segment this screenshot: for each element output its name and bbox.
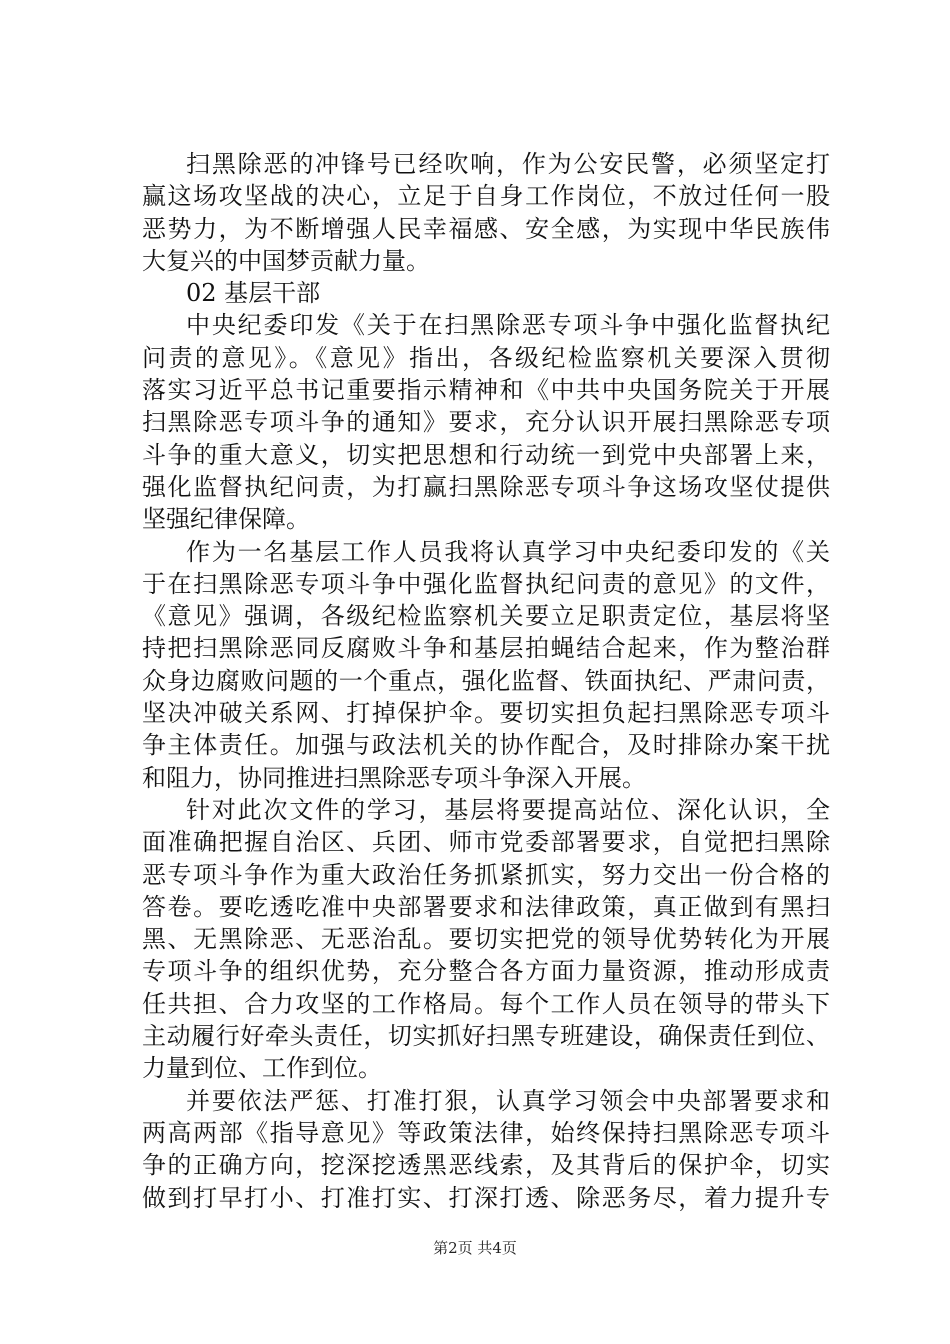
text-line: 黑、无黑除恶、无恶治乱。要切实把党的领导优势转化为开展 bbox=[142, 925, 830, 954]
text-line: 扫黑除恶专项斗争的通知》要求，充分认识开展扫黑除恶专项 bbox=[142, 408, 830, 437]
text-line: 针对此次文件的学习，基层将要提高站位、深化认识，全 bbox=[186, 795, 830, 824]
paragraph bbox=[142, 148, 830, 277]
paragraph bbox=[142, 277, 830, 309]
text-line: 众身边腐败问题的一个重点，强化监督、铁面执纪、严肃问责， bbox=[142, 666, 830, 695]
text-line: 力量到位、工作到位。 bbox=[142, 1054, 382, 1083]
text-line: 任共担、合力攻坚的工作格局。每个工作人员在领导的带头下 bbox=[142, 989, 830, 1018]
text-line: 中央纪委印发《关于在扫黑除恶专项斗争中强化监督执纪 bbox=[186, 311, 830, 340]
text-line: 坚决冲破关系网、打掉保护伞。要切实担负起扫黑除恶专项斗 bbox=[142, 699, 830, 728]
text-line: 和阻力，协同推进扫黑除恶专项斗争深入开展。 bbox=[142, 763, 646, 792]
text-line: 02 基层干部 bbox=[186, 279, 321, 308]
text-line: 恶势力，为不断增强人民幸福感、安全感，为实现中华民族伟 bbox=[142, 214, 830, 243]
text-line: 扫黑除恶的冲锋号已经吹响，作为公安民警，必须坚定打 bbox=[186, 150, 830, 178]
text-line: 问责的意见》。《意见》指出，各级纪检监察机关要深入贯彻 bbox=[142, 343, 830, 372]
text-line: 坚强纪律保障。 bbox=[142, 505, 310, 534]
text-line: 大复兴的中国梦贡献力量。 bbox=[142, 246, 430, 275]
text-line: 赢这场攻坚战的决心，立足于自身工作岗位，不放过任何一股 bbox=[142, 182, 830, 211]
page-footer: 第2页 共4页 bbox=[433, 1239, 517, 1257]
text-line: 作为一名基层工作人员我将认真学习中央纪委印发的《关 bbox=[186, 537, 830, 566]
paragraph bbox=[142, 794, 830, 1085]
text-line: 争主体责任。加强与政法机关的协作配合，及时排除办案干扰 bbox=[142, 731, 830, 760]
paragraph bbox=[142, 1085, 830, 1214]
text-line: 做到打早打小、打准打实、打深打透、除恶务尽，着力提升专 bbox=[142, 1183, 830, 1212]
text-line: 斗争的重大意义，切实把思想和行动统一到党中央部署上来， bbox=[142, 440, 830, 469]
text-line: 争的正确方向，挖深挖透黑恶线索，及其背后的保护伞，切实 bbox=[142, 1151, 830, 1180]
text-line: 答卷。要吃透吃准中央部署要求和法律政策，真正做到有黑扫 bbox=[142, 892, 830, 921]
paragraph bbox=[142, 536, 830, 794]
text-line: 面准确把握自治区、兵团、师市党委部署要求，自觉把扫黑除 bbox=[142, 828, 830, 857]
text-line: 落实习近平总书记重要指示精神和《中共中央国务院关于开展 bbox=[142, 376, 830, 405]
text-line: 于在扫黑除恶专项斗争中强化监督执纪问责的意见》的文件， bbox=[142, 569, 830, 598]
text-line: 并要依法严惩、打准打狠，认真学习领会中央部署要求和 bbox=[186, 1086, 830, 1115]
paragraph bbox=[142, 309, 830, 535]
text-line: 两高两部《指导意见》等政策法律，始终保持扫黑除恶专项斗 bbox=[142, 1118, 830, 1147]
text-line: 恶专项斗争作为重大政治任务抓紧抓实，努力交出一份合格的 bbox=[142, 860, 830, 889]
text-line: 强化监督执纪问责，为打赢扫黑除恶专项斗争这场攻坚仗提供 bbox=[142, 472, 830, 501]
text-line: 主动履行好牵头责任，切实抓好扫黑专班建设，确保责任到位、 bbox=[142, 1022, 830, 1051]
text-line: 专项斗争的组织优势，充分整合各方面力量资源，推动形成责 bbox=[142, 957, 830, 986]
text-line: 持把扫黑除恶同反腐败斗争和基层拍蝇结合起来，作为整治群 bbox=[142, 634, 830, 663]
text-line: 《意见》强调，各级纪检监察机关要立足职责定位，基层将坚 bbox=[142, 602, 830, 631]
document-body bbox=[142, 148, 830, 1214]
